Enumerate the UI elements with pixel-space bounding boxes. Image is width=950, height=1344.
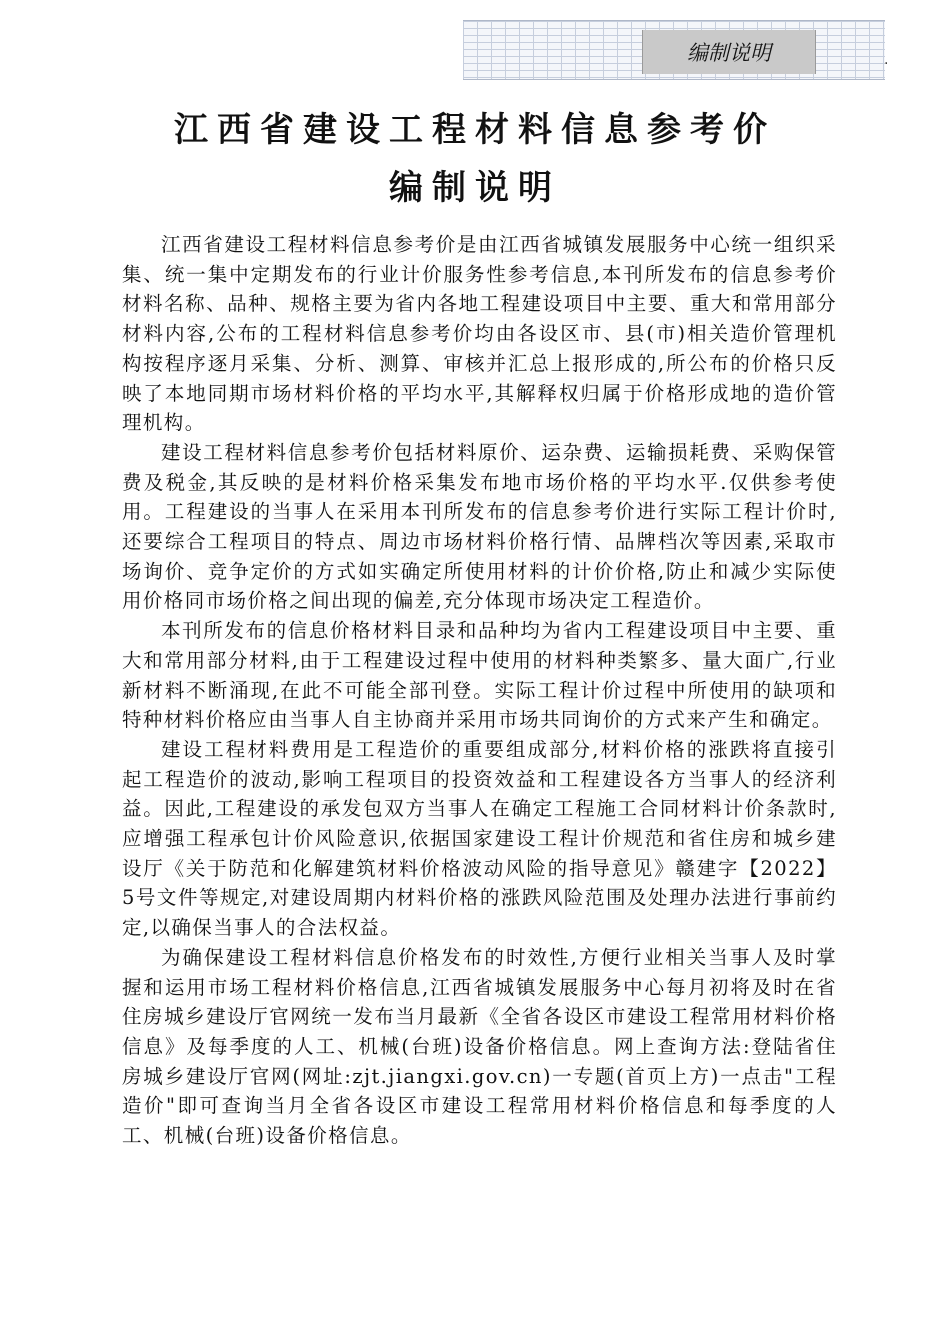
paragraph-5: 为确保建设工程材料信息价格发布的时效性,方便行业相关当事人及时掌握和运用市场工程材料价格信息,江西省城镇发展服务中心每月初将及时在省住房城乡建设厅官网统一发布当月最新《全省各设区市建设工程常用材料价格信息》及每季度的人工、机械(台班)设备价格信息。网上查询方法:登陆省住房城乡建设厅官网(网址:zjt.jiangxi.gov.cn)一专题(首页上方)一点击"工程造价"即可查询当月全省各设区市建设工程常用材料价格信息和每季度的人工、机械(台班)设备价格信息。 (122, 945, 837, 1148)
paragraph-2: 建设工程材料信息参考价包括材料原价、运杂费、运输损耗费、采购保管费及税金,其反映的是材料价格采集发布地市场价格的平均水平.仅供参考使用。工程建设的当事人在采用本刊所发布的信息参考价进行实际工程计价时,还要综合工程项目的特点、周边市场材料价格行情、品牌档次等因素,采取市场询价、竞争定价的方式如实确定所使用材料的计价价格,防止和减少实际使用价格同市场价格之间出现的偏差,充分体现市场决定工程造价。 (122, 440, 837, 613)
page-subtitle: 编制说明 (389, 168, 561, 208)
body-text (122, 230, 837, 1151)
section-tab-label: 编制说明 (642, 30, 816, 74)
header-dot: . (884, 52, 889, 68)
paragraph-4: 建设工程材料费用是工程造价的重要组成部分,材料价格的涨跌将直接引起工程造价的波动,影响工程项目的投资效益和工程建设各方当事人的经济利益。因此,工程建设的承发包双方当事人在确定工程施工合同材料计价条款时,应增强工程承包计价风险意识,依据国家建设工程计价规范和省住房和城乡建设厅《关于防范和化解建筑材料价格波动风险的指导意见》赣建字【2022】5号文件等规定,对建设周期内材料价格的涨跌风险范围及处理办法进行事前约定,以确保当事人的合法权益。 (122, 737, 837, 940)
paragraph-3: 本刊所发布的信息价格材料目录和品种均为省内工程建设项目中主要、重大和常用部分材料,由于工程建设过程中使用的材料种类繁多、量大面广,行业新材料不断涌现,在此不可能全部刊登。实际工程计价过程中所使用的缺项和特种材料价格应由当事人自主协商并采用市场共同询价的方式来产生和确定。 (122, 619, 837, 732)
paragraph-1: 江西省建设工程材料信息参考价是由江西省城镇发展服务中心统一组织采集、统一集中定期发布的行业计价服务性参考信息,本刊所发布的信息参考价材料名称、品种、规格主要为省内各地工程建设项目中主要、重大和常用部分材料内容,公布的工程材料信息参考价均由各设区市、县(市)相关造价管理机构按程序逐月采集、分析、测算、审核并汇总上报形成的,所公布的价格只反映了本地同期市场材料价格的平均水平,其解释权归属于价格形成地的造价管理机构。 (122, 233, 837, 435)
page-title: 江西省建设工程材料信息参考价 (174, 110, 776, 150)
